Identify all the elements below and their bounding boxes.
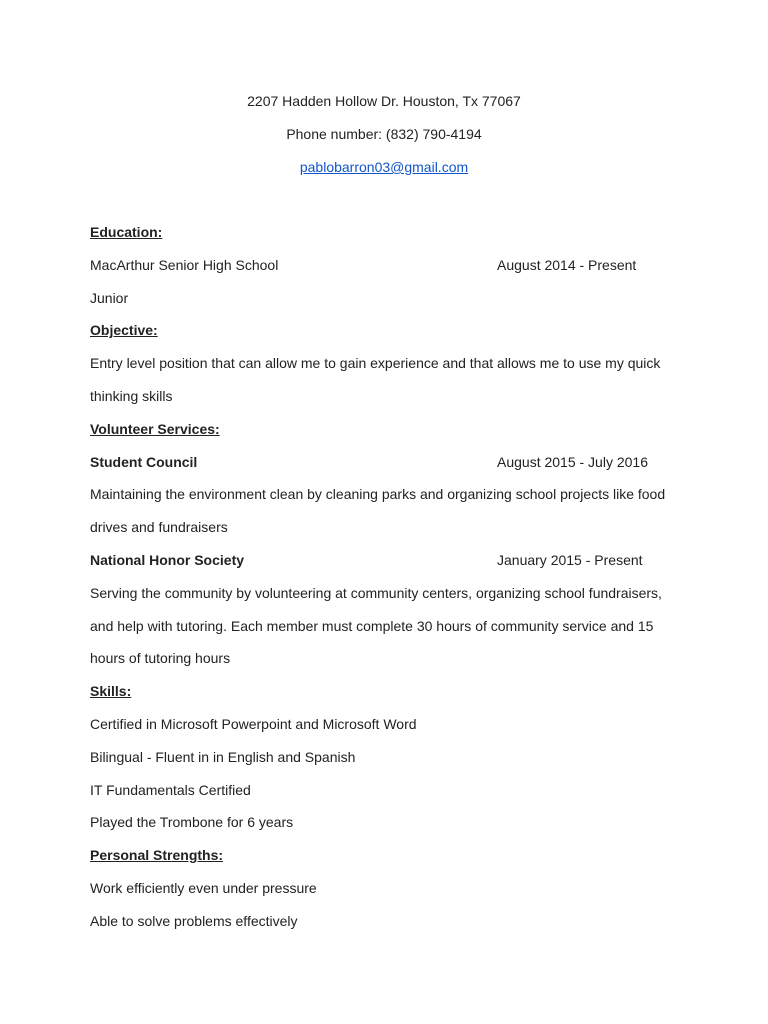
- education-dates: August 2014 - Present: [497, 256, 637, 273]
- strengths-heading: Personal Strengths:: [90, 847, 224, 864]
- volunteer-entry: [90, 452, 690, 485]
- contact-header: [0, 91, 768, 190]
- volunteer-description-line: hours of tutoring hours: [90, 650, 231, 667]
- school-name: MacArthur Senior High School: [90, 256, 279, 273]
- grade-level: Junior: [90, 289, 129, 306]
- strength-item: Work efficiently even under pressure: [90, 879, 317, 896]
- volunteer-heading: Volunteer Services:: [90, 420, 220, 437]
- volunteer-description-line: and help with tutoring. Each member must complete 30 hours of community service and 15: [90, 617, 654, 634]
- email-link[interactable]: pablobarron03@gmail.com: [299, 159, 469, 175]
- volunteer-title: Student Council: [90, 453, 198, 470]
- volunteer-dates: August 2015 - July 2016: [497, 453, 648, 470]
- skill-item: Bilingual - Fluent in in English and Spanish: [90, 748, 356, 765]
- skill-item: Played the Trombone for 6 years: [90, 814, 294, 831]
- skills-heading: Skills:: [90, 683, 132, 700]
- volunteer-entry: [90, 550, 690, 583]
- objective-heading: Objective:: [90, 322, 158, 339]
- volunteer-title: National Honor Society: [90, 551, 245, 568]
- volunteer-description-line: Maintaining the environment clean by cleaning parks and organizing school projects like food: [90, 486, 666, 503]
- address: 2207 Hadden Hollow Dr. Houston, Tx 77067: [247, 93, 521, 109]
- skill-item: Certified in Microsoft Powerpoint and Microsoft Word: [90, 715, 417, 732]
- volunteer-description-line: drives and fundraisers: [90, 519, 228, 536]
- volunteer-description-line: Serving the community by volunteering at community centers, organizing school fundraisers,: [90, 584, 662, 601]
- resume-body: [90, 222, 690, 944]
- objective-text-line: thinking skills: [90, 387, 173, 404]
- education-entry: [90, 255, 690, 288]
- skill-item: IT Fundamentals Certified: [90, 781, 251, 798]
- strength-item: Able to solve problems effectively: [90, 912, 298, 929]
- volunteer-dates: January 2015 - Present: [497, 551, 643, 568]
- education-heading: Education:: [90, 224, 163, 240]
- objective-text-line: Entry level position that can allow me to gain experience and that allows me to use my quick: [90, 355, 661, 372]
- phone-number: Phone number: (832) 790-4194: [286, 126, 482, 142]
